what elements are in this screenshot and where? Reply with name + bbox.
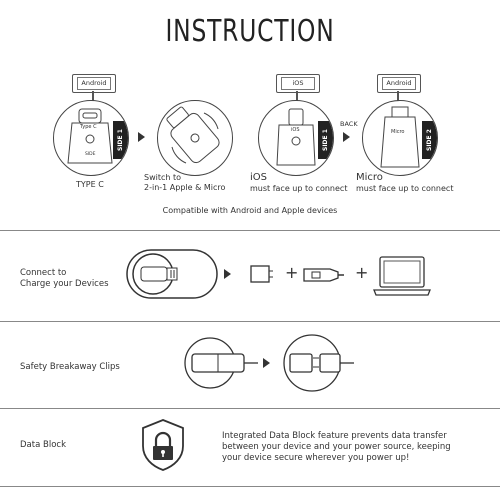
side1-tab: SIDE 1	[318, 121, 333, 159]
lock-icon	[140, 418, 186, 472]
plus-icon: +	[285, 263, 299, 282]
ios-note: must face up to connect	[250, 184, 348, 193]
divider	[0, 486, 500, 487]
clip-connected-icon	[180, 333, 260, 393]
android-phone-icon	[72, 74, 116, 93]
arrow-right-icon	[224, 269, 231, 279]
data-block-label: Data Block	[20, 440, 66, 450]
switch-label-2: 2-in-1 Apple & Micro	[144, 183, 226, 192]
plus-icon: +	[355, 263, 369, 282]
divider	[0, 408, 500, 409]
phone-label: iOS	[281, 77, 315, 90]
connector-text: iOS	[291, 127, 300, 133]
divider	[0, 230, 500, 231]
connector-text: Type C	[80, 124, 97, 130]
clip-detached-icon	[282, 330, 357, 396]
phone-label: Android	[77, 77, 111, 90]
data-desc-2: between your device and your power source, keeping	[222, 442, 451, 452]
back-label: BACK	[340, 120, 358, 128]
arrow-right-icon	[263, 358, 270, 368]
arrow-right-icon	[138, 132, 145, 142]
arrow-right-icon	[343, 132, 350, 142]
car-charger-icon	[300, 263, 346, 287]
ios-title: iOS	[250, 172, 267, 183]
wall-charger-icon	[248, 263, 274, 287]
data-desc-3: your device secure wherever you power up!	[222, 453, 410, 463]
cable-loop-icon	[125, 244, 220, 304]
safety-label: Safety Breakaway Clips	[20, 362, 120, 372]
laptop-icon	[372, 254, 432, 298]
micro-connector-circle	[362, 100, 438, 176]
connector-text: Micro	[391, 129, 405, 135]
switch-connector-circle	[157, 100, 233, 176]
phone-label: Android	[382, 77, 416, 90]
switch-label-1: Switch to	[144, 173, 182, 182]
compatible-text: Compatible with Android and Apple devices	[162, 206, 338, 215]
ios-phone-icon	[276, 74, 320, 93]
side2-tab: SIDE 2	[422, 121, 437, 159]
micro-note: must face up to connect	[356, 184, 454, 193]
ios-connector-circle	[258, 100, 334, 176]
divider	[0, 321, 500, 322]
side-text: SIDE	[85, 152, 96, 157]
charge-label-1: Connect to	[20, 268, 67, 278]
type-c-label: TYPE C	[76, 180, 104, 189]
page-title: INSTRUCTION	[165, 14, 335, 49]
side1-tab: SIDE 1	[113, 121, 128, 159]
charge-label-2: Charge your Devices	[20, 279, 109, 289]
android-phone-icon	[377, 74, 421, 93]
micro-title: Micro	[356, 172, 383, 183]
type-c-connector-circle	[53, 100, 129, 176]
data-desc-1: Integrated Data Block feature prevents data transfer	[222, 431, 447, 441]
rotate-icon	[158, 101, 232, 175]
